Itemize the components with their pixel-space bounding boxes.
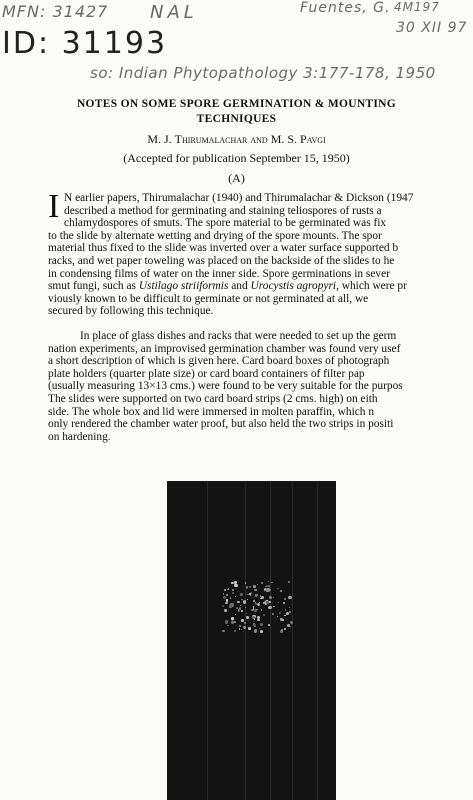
spore-speck [232,592,234,594]
spore-speck [248,627,251,630]
spore-speck [231,617,233,619]
spore-speck [265,586,266,587]
spore-speck [223,593,224,594]
para2-line: nation experiments, an improvised germination chamber was found very usef [48,342,401,355]
para1-line: racks, and wet paper toweling was placed on the backside of the slides to he [48,255,395,267]
spore-speck [222,630,225,633]
spore-speck [260,630,263,633]
photo-streak [245,481,246,800]
spore-speck [266,601,269,604]
spore-speck [277,588,278,589]
spore-speck [284,615,286,617]
author2-name: M. S. Pavgi [270,132,326,146]
spore-speck [254,629,257,632]
para1-line: described a method for germinating and staining teliospores of rusts a [64,204,382,217]
spore-speck [269,596,272,599]
spore-speck [252,616,255,619]
spore-speck [257,584,259,586]
para1-line: material thus fixed to the slide was inverted over a water surface supported b [48,242,399,255]
spore-speck [268,606,271,609]
handwritten-date-top: 4M197 [394,0,440,14]
spore-speck [232,589,234,591]
spore-speck [247,594,249,596]
spore-speck [253,608,254,609]
handwritten-id-number: ID: 31193 [2,26,168,61]
handwritten-date-bottom: 30 XII 97 [396,20,468,36]
spore-speck [225,620,228,623]
spore-speck [277,616,279,618]
para1-line: smut fungi, such as Ustilago striiformis and Urocystis agropyri, which were pr [48,280,407,293]
spore-speck [254,609,257,612]
spore-speck [260,623,263,626]
spore-speck [259,628,260,629]
para1-line: viously known to be difficult to germinate or not germinated at all, we [48,292,369,305]
author-conjunction: and [247,132,271,146]
spore-speck [253,585,256,588]
para1-line: N earlier papers, Thirumalachar (1940) and Thirumalachar & Dickson (1947 [64,192,414,204]
article-title-line-2: TECHNIQUES [196,113,277,125]
photo-streak [270,481,271,800]
spore-speck [241,610,242,611]
para2-line: a short description of which is given here. Card board boxes of photograph [48,355,390,368]
spore-speck [235,614,237,616]
photo-streak [292,481,293,800]
para2-line: only rendered the chamber water proof, but also held the two strips in positi [48,418,394,431]
spore-speck [227,625,228,626]
spore-speck [254,589,256,591]
spore-speck [268,581,269,582]
spore-speck [278,602,279,603]
spore-speck [273,597,274,598]
spore-speck [245,607,246,608]
handwritten-mfn-number: MFN: 31427 [2,2,109,21]
spore-speck [268,624,270,626]
spore-speck [281,629,283,631]
spore-speck [235,596,236,597]
spore-speck [241,629,242,630]
spore-speck [224,609,227,612]
spore-speck [284,598,286,600]
spore-speck [271,582,272,583]
spore-speck [250,595,251,596]
spore-speck [253,624,255,626]
para2-line: (usually measuring 13×13 cms.) were found to be very suitable for the purpos [48,380,403,393]
handwritten-author-name: Fuentes, G. [300,0,391,16]
spore-speck [240,605,241,606]
spore-speck [261,596,264,599]
handwritten-source-citation: so: Indian Phytopathology 3:177-178, 1950 [90,64,436,82]
para1-line: secured by following this technique. [48,305,214,318]
section-label: (A) [228,171,245,185]
para2-line: on hardening. [48,430,111,443]
spore-speck [249,586,251,588]
spore-speck [272,613,274,615]
para2-line: plate holders (quarter plate size) or card board containers of filter pap [48,367,365,380]
spore-speck [234,621,236,623]
spore-speck [245,582,246,583]
spore-speck [266,588,269,591]
spore-speck [257,603,260,606]
spore-speck [225,602,228,605]
spore-speck [289,611,291,613]
photo-streak [207,481,208,800]
spore-speck [243,626,245,628]
spore-speck [246,613,247,614]
spore-speck [243,631,244,632]
spore-speck [243,600,246,603]
spore-speck [223,596,226,599]
germination-photo [167,481,336,800]
spore-speck [238,609,241,612]
author1-surname: Thirumalachar [174,132,248,146]
author1-initials: M. J. [147,132,175,146]
handwritten-nal-mark: NAL [150,2,198,23]
acceptance-note: (Accepted for publication September 15, 1950) [123,151,350,165]
spore-speck [234,630,236,632]
spore-speck [227,589,228,590]
spore-speck [273,606,275,608]
spore-speck [230,597,231,598]
spore-speck [240,593,243,596]
spore-speck [263,614,265,616]
spore-speck [261,582,263,584]
spore-speck [280,590,282,592]
spore-speck [237,601,240,604]
spore-speck [222,605,224,607]
spore-speck [284,628,286,630]
spore-speck [288,581,290,583]
para2-line: side. The whole box and lid were immersed in molten paraffin, which n [48,405,375,418]
spore-speck [289,607,290,608]
para1-line: chlamydospores of smuts. The spore material to be germinated was fix [64,217,387,230]
spore-speck [247,599,248,600]
spore-speck [229,604,232,607]
spore-speck [253,606,254,607]
para2-line: In place of glass dishes and racks that were needed to set up the germ [80,330,397,342]
para1-line: in condensing films of water on the inner side. Spore germinations in sever [48,267,390,280]
spore-speck [239,625,241,627]
spore-speck [226,594,228,596]
spore-speck [283,602,285,604]
spore-speck [246,616,248,618]
drop-cap: I [48,188,60,225]
para2-line: The slides were supported on two card board strips (2 cms. high) on eith [48,393,378,405]
spore-speck [285,609,286,610]
spore-speck [244,622,246,624]
photo-streak [317,481,318,800]
spore-speck [261,609,262,610]
spore-speck [279,612,281,614]
article-title-line-1: NOTES ON SOME SPORE GERMINATION & MOUNTING [76,98,397,110]
spore-speck [255,603,257,605]
spore-speck [257,619,259,621]
article-authors [0,132,473,147]
para1-line: to the slide by alternate wetting and drying of the spore mounts. The spor [48,229,382,242]
